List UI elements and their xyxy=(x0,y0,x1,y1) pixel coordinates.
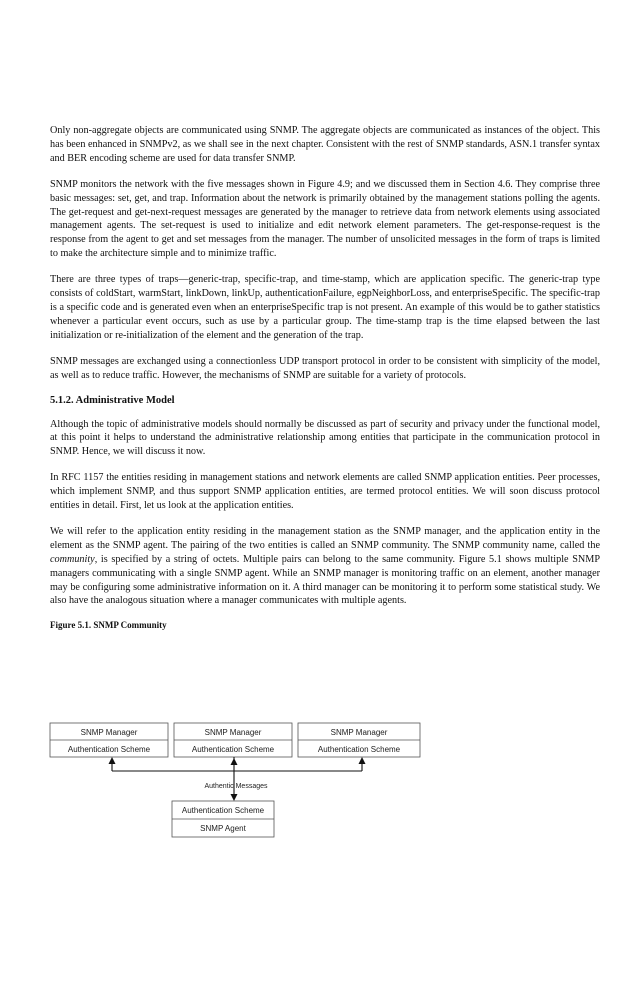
manager-2-scheme: Authentication Scheme xyxy=(191,745,275,754)
arrowhead-icon xyxy=(109,757,116,764)
arrowhead-icon xyxy=(231,794,238,801)
community-term: community xyxy=(50,553,95,565)
manager-1-label: SNMP Manager xyxy=(80,728,138,737)
agent-label: SNMP Agent xyxy=(200,824,246,833)
arrowhead-icon xyxy=(359,757,366,764)
paragraph-text: , is specified by a string of octets. Multiple pairs can belong to the same community. Figure 5.1 shows multiple SNMP managers communicating with a single SNMP agent. While an SNMP manager is monitoring traffic on an element, another manager may be configuring some administrative information on it. A third manager can be monitoring it to perform some statistical study. We also have the analogous situation where a manager communicates with multiple agents. xyxy=(50,553,600,607)
manager-2-label: SNMP Manager xyxy=(204,728,262,737)
figure-caption: Figure 5.1. SNMP Community xyxy=(50,620,167,631)
authentic-messages-label: Authentic Messages xyxy=(204,783,268,790)
arrowhead-icon xyxy=(231,758,238,765)
manager-1-scheme: Authentication Scheme xyxy=(67,745,151,754)
agent-scheme: Authentication Scheme xyxy=(181,806,265,815)
section-heading: 5.1.2. Administrative Model xyxy=(50,394,175,406)
paragraph: There are three types of traps—generic-trap, specific-trap, and time-stamp, which are application specific. The generic-trap type consists of coldStart, warmStart, linkDown, linkUp, authenticationFailure, egpNeighborLoss, and enterpriseSpecific. The specific-trap is a specific code and is generated even when an enterpriseSpecific trap is not present. An example of this would be to gather statistics whenever a particular event occurs, such as use by a particular group. The time-stamp trap is the time elapsed between the last initialization or re-initialization of the element and the generation of the trap. xyxy=(50,274,600,341)
paragraph: In RFC 1157 the entities residing in management stations and network elements are called SNMP application entities. Peer processes, which implement SNMP, and thus support SNMP application entities, are termed protocol entities. We will soon discuss protocol entities in detail. First, let us look at the application entities. xyxy=(50,472,600,512)
paragraph: SNMP monitors the network with the five messages shown in Figure 4.9; and we discussed them in Section 4.6. They comprise three basic messages: set, get, and trap. Information about the network is primarily obtained by the management stations polling the agents. The get-request and get-next-request messages are generated by the manager to retrieve data from network elements using associated management agents. The set-request is used to initialize and edit network element parameters. The get-response-request is the response from the agent to get and set messages from the manager. The number of unsolicited messages in the form of traps is limited to make the architecture simple and to minimize traffic. xyxy=(50,178,600,260)
manager-3-label: SNMP Manager xyxy=(330,728,388,737)
paragraph: Although the topic of administrative models should normally be discussed as part of security and privacy under the functional model, at this point it helps to understand the administrative relationship among entities that participate in the communication protocol in SNMP. Hence, we will discuss it now. xyxy=(50,418,600,458)
manager-3-scheme: Authentication Scheme xyxy=(317,745,401,754)
paragraph: SNMP messages are exchanged using a connectionless UDP transport protocol in order to be consistent with simplicity of the model, as well as to reduce traffic. However, the mechanisms of SNMP are suitable for a variety of protocols. xyxy=(50,355,600,381)
paragraph: Only non-aggregate objects are communicated using SNMP. The aggregate objects are communicated as instances of the object. This has been enhanced in SNMPv2, as we shall see in the next chapter. Consistent with the rest of SNMP standards, ASN.1 transfer syntax and BER encoding scheme are used for data transfer SNMP. xyxy=(50,125,600,164)
paragraph-text: We will refer to the application entity residing in the management station as the SNMP manager, and the application entity in the element as the SNMP agent. The pairing of the two entities is called an SNMP community. The SNMP community name, called the xyxy=(50,525,600,551)
